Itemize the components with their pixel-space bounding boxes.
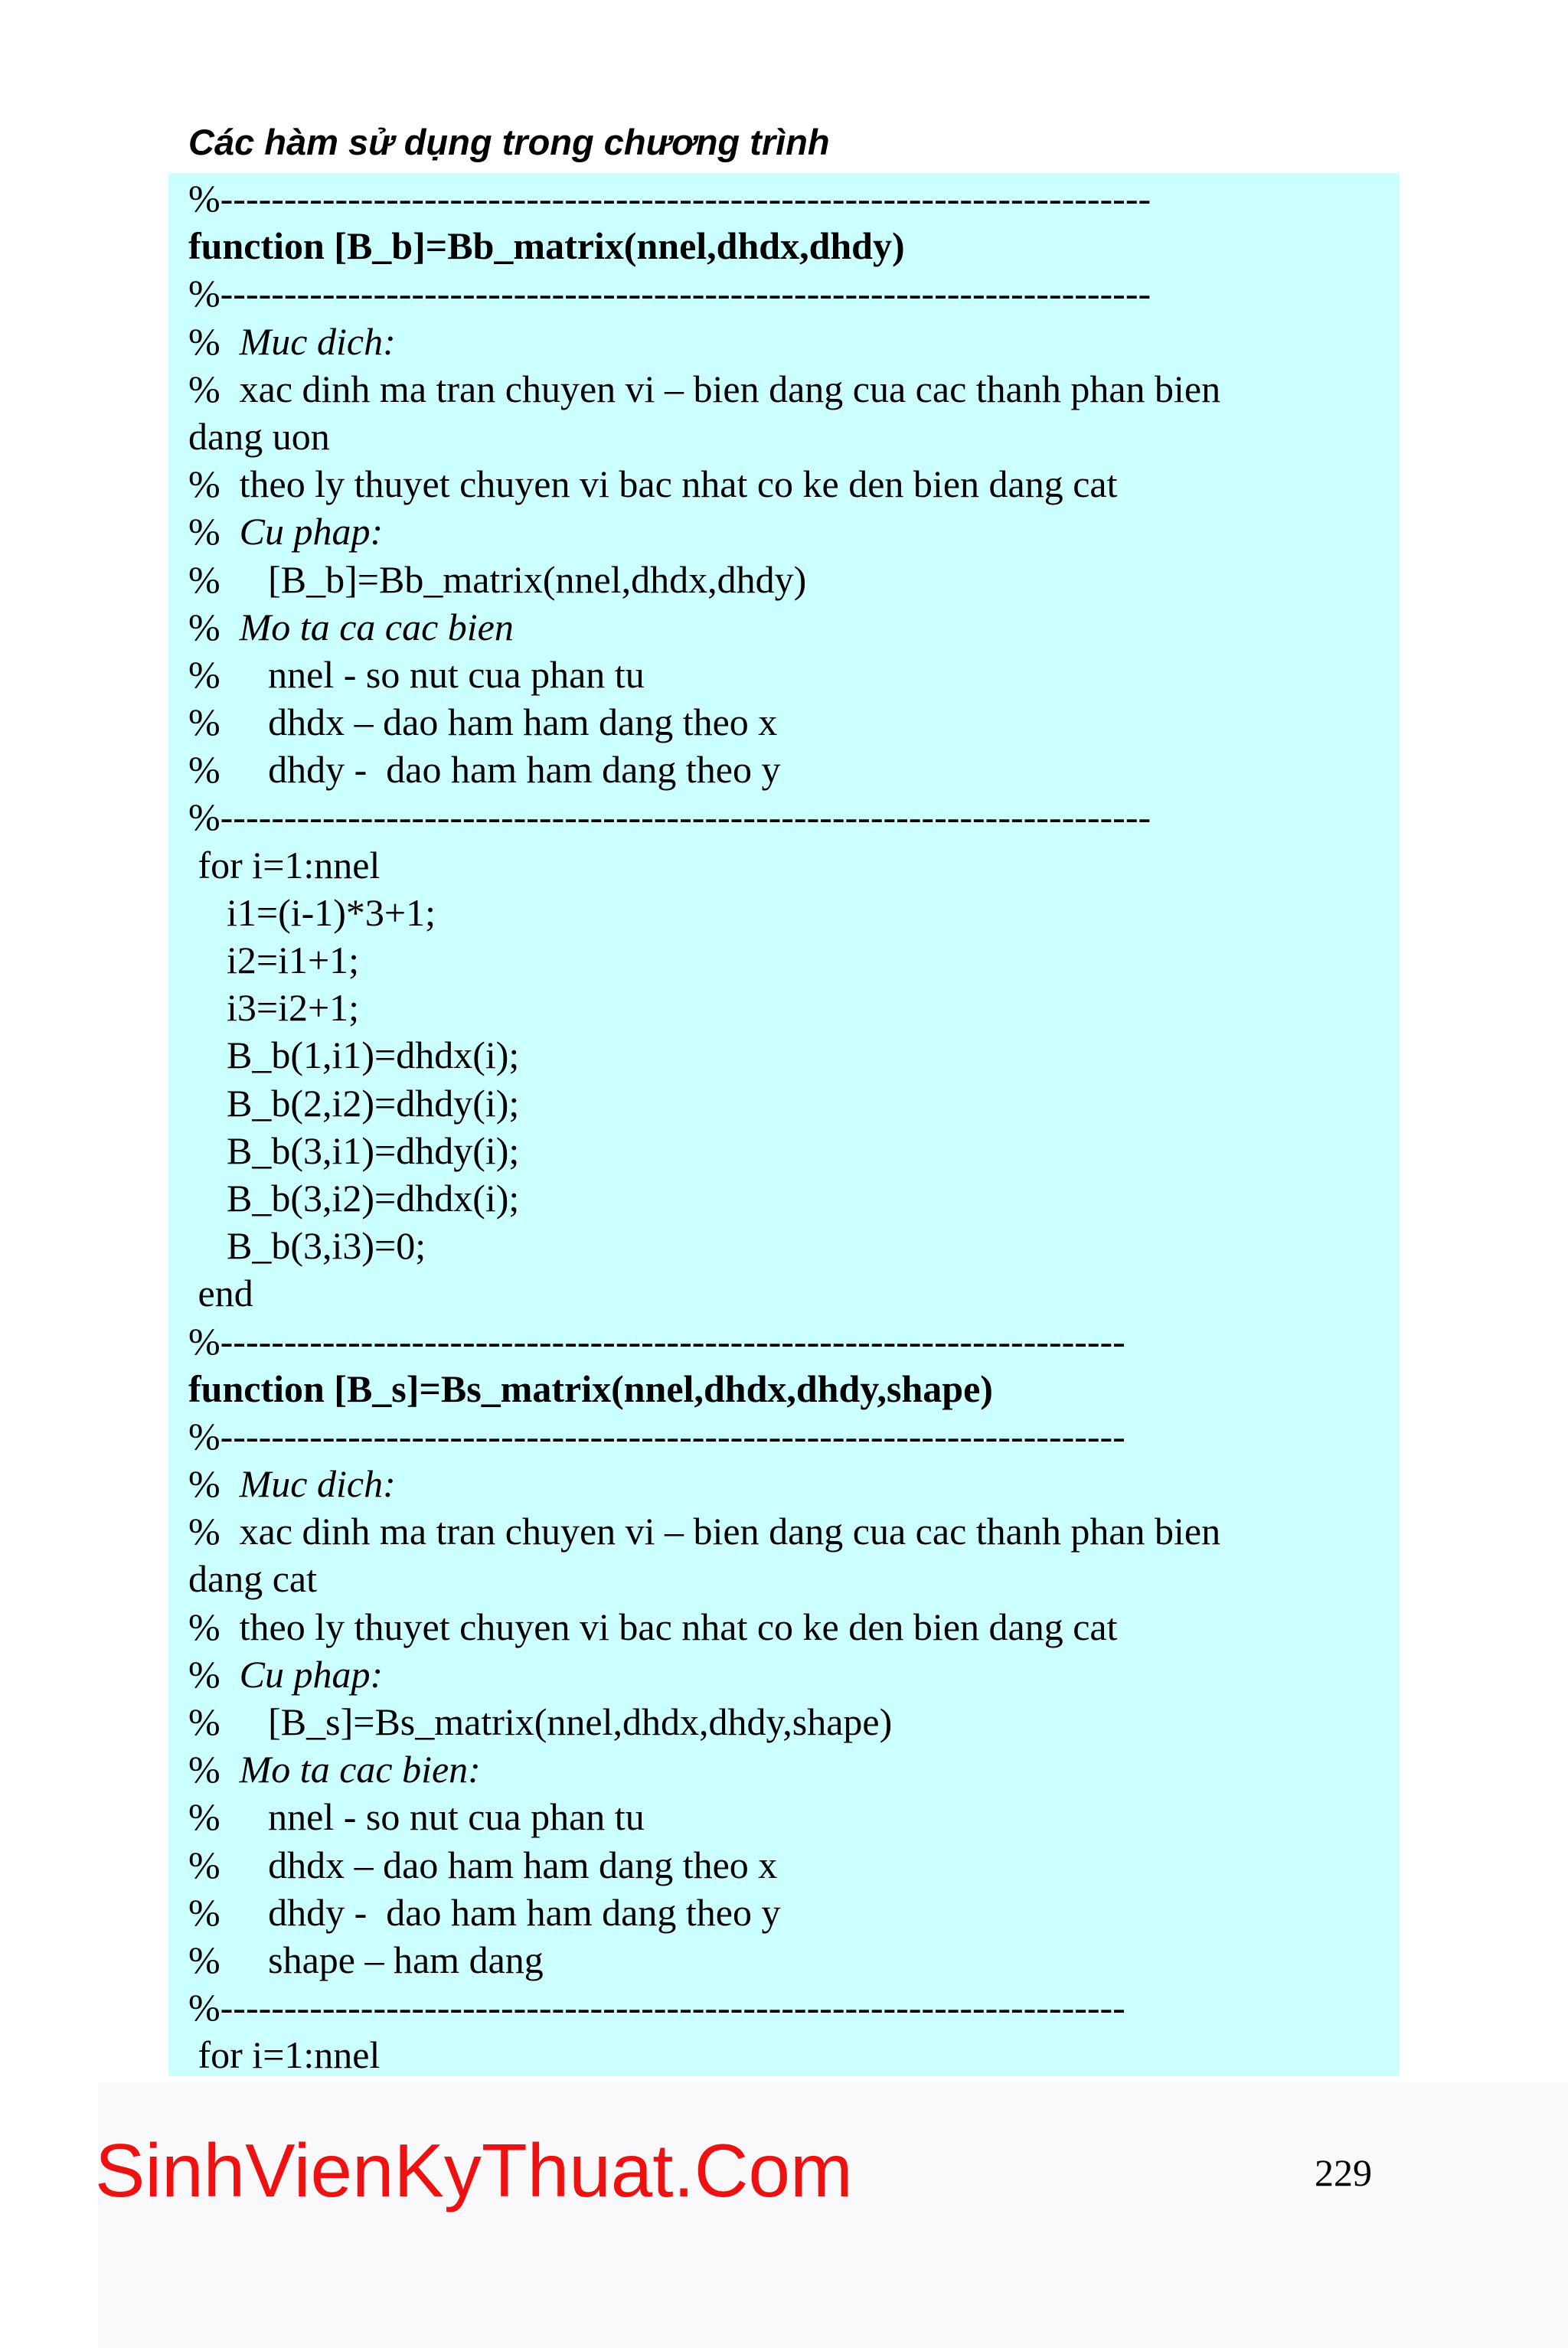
code-line xyxy=(188,746,1220,793)
code-line-text: % dhdy - dao ham ham dang theo y xyxy=(188,1890,781,1934)
code-line xyxy=(188,1793,1220,1840)
code-line xyxy=(188,1984,1220,2031)
code-line xyxy=(188,1603,1220,1651)
code-line-text: %------------------------------------------------------------------------- xyxy=(188,272,1152,315)
code-line xyxy=(188,556,1220,603)
code-line xyxy=(188,508,1220,555)
code-line-text: B_b(1,i1)=dhdx(i); xyxy=(188,1034,520,1077)
code-line xyxy=(188,1269,1220,1317)
code-line xyxy=(188,1127,1220,1174)
code-line-text: % xac dinh ma tran chuyen vi – bien dang cua cac thanh phan bien xyxy=(188,1510,1221,1553)
code-line-text: % [B_s]=Bs_matrix(nnel,dhdx,dhdy,shape) xyxy=(188,1700,893,1743)
code-line xyxy=(188,1412,1220,1460)
code-line xyxy=(188,175,1220,222)
code-line xyxy=(188,1936,1220,1984)
code-line xyxy=(188,1889,1220,1936)
code-line-prefix: % xyxy=(188,1748,240,1791)
code-line-text: function [B_b]=Bb_matrix(nnel,dhdx,dhdy) xyxy=(188,224,905,268)
code-line-prefix: % xyxy=(188,1462,240,1506)
code-line-text: % dhdx – dao ham ham dang theo x xyxy=(188,1843,778,1886)
code-line-prefix: % xyxy=(188,510,240,554)
code-line xyxy=(188,318,1220,365)
code-line xyxy=(188,1460,1220,1507)
code-line xyxy=(188,222,1220,269)
code-line-text: B_b(3,i3)=0; xyxy=(188,1224,426,1268)
code-line xyxy=(188,1031,1220,1079)
watermark-text: SinhVienKyThuat.Com xyxy=(95,2128,853,2212)
code-line-text: Muc dich: xyxy=(239,1462,396,1506)
code-line-text: % [B_b]=Bb_matrix(nnel,dhdx,dhdy) xyxy=(188,557,807,601)
code-line-text: %------------------------------------------------------------------------- xyxy=(188,177,1152,220)
code-line xyxy=(188,1841,1220,1889)
code-line-text: for i=1:nnel xyxy=(188,843,381,887)
code-line xyxy=(188,1745,1220,1793)
code-line xyxy=(188,984,1220,1031)
code-line xyxy=(188,1507,1220,1555)
code-line-text: function [B_s]=Bs_matrix(nnel,dhdx,dhdy,shape) xyxy=(188,1367,993,1410)
code-line xyxy=(188,1555,1220,1602)
section-title: Các hàm sử dụng trong chương trình xyxy=(188,122,830,162)
code-line-text: % xac dinh ma tran chuyen vi – bien dang cua cac thanh phan bien xyxy=(188,367,1221,410)
code-line-text: i3=i2+1; xyxy=(188,986,360,1030)
code-line-text: dang cat xyxy=(188,1557,317,1601)
code-line xyxy=(188,1651,1220,1698)
code-line xyxy=(188,603,1220,651)
code-line xyxy=(188,1365,1220,1412)
code-line-text: %----------------------------------------------------------------------- xyxy=(188,1986,1125,2030)
code-line xyxy=(188,413,1220,460)
code-line xyxy=(188,698,1220,746)
code-line-text: Cu phap: xyxy=(239,510,384,554)
code-line-text: i2=i1+1; xyxy=(188,939,360,981)
code-line xyxy=(188,365,1220,413)
code-line xyxy=(188,841,1220,889)
code-line xyxy=(188,1174,1220,1222)
code-line-text: %------------------------------------------------------------------------- xyxy=(188,795,1152,839)
code-line-text: B_b(3,i1)=dhdy(i); xyxy=(188,1128,520,1172)
code-line xyxy=(188,1222,1220,1269)
code-line-text: %----------------------------------------------------------------------- xyxy=(188,1319,1125,1363)
code-line-prefix: % xyxy=(188,1652,240,1696)
code-line-text: B_b(3,i2)=dhdx(i); xyxy=(188,1176,520,1220)
code-line xyxy=(188,460,1220,508)
code-listing xyxy=(188,175,1220,2079)
code-line-text: i1=(i-1)*3+1; xyxy=(188,890,436,934)
code-line-text: dang uon xyxy=(188,414,330,458)
code-line xyxy=(188,1698,1220,1745)
code-line xyxy=(188,793,1220,841)
code-line-prefix: % xyxy=(188,319,240,363)
code-line-text: end xyxy=(188,1272,253,1315)
page-number: 229 xyxy=(1315,2151,1372,2194)
code-line xyxy=(188,1318,1220,1365)
code-line-text: % theo ly thuyet chuyen vi bac nhat co ke den bien dang cat xyxy=(188,1605,1118,1648)
code-line-text: % nnel - so nut cua phan tu xyxy=(188,652,645,696)
code-line xyxy=(188,936,1220,984)
code-line-text: for i=1:nnel xyxy=(188,2033,381,2077)
code-line xyxy=(188,651,1220,698)
code-line-text: % shape – ham dang xyxy=(188,1938,544,1981)
code-line xyxy=(188,1079,1220,1127)
code-line xyxy=(188,2031,1220,2079)
code-line-prefix: % xyxy=(188,605,240,648)
page-bottom-shade xyxy=(98,2082,1568,2348)
code-line-text: Muc dich: xyxy=(239,319,396,363)
code-line-text: % theo ly thuyet chuyen vi bac nhat co ke den bien dang cat xyxy=(188,462,1118,506)
code-line-text: % nnel - so nut cua phan tu xyxy=(188,1795,645,1839)
code-line-text: Cu phap: xyxy=(239,1652,384,1696)
code-line-text: % dhdx – dao ham ham dang theo x xyxy=(188,700,778,744)
code-line-text: B_b(2,i2)=dhdy(i); xyxy=(188,1081,520,1125)
code-line-text: % dhdy - dao ham ham dang theo y xyxy=(188,748,781,792)
code-line-text: Mo ta ca cac bien xyxy=(239,605,514,648)
code-line-text: %----------------------------------------------------------------------- xyxy=(188,1414,1125,1458)
code-line-text: Mo ta cac bien: xyxy=(239,1748,481,1791)
code-line xyxy=(188,269,1220,317)
code-line xyxy=(188,889,1220,936)
